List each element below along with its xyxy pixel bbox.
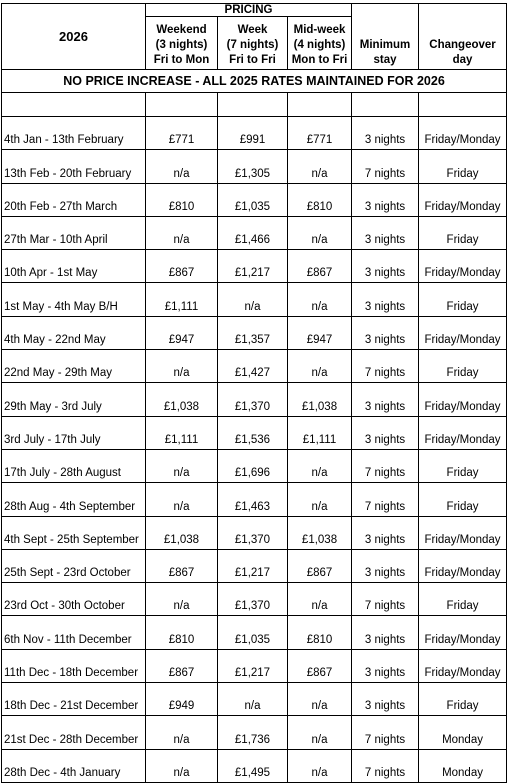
- table-row: [2, 250, 507, 283]
- midweek-price-cell: n/a: [288, 449, 352, 482]
- midweek-price-cell: £867: [288, 250, 352, 283]
- week-price-cell: £1,466: [218, 216, 288, 249]
- minimum-stay-cell: 7 nights: [352, 716, 419, 749]
- weekend-price-cell: £949: [146, 683, 218, 716]
- minimum-stay-cell: 3 nights: [352, 649, 419, 682]
- changeover-day-cell: Friday/Monday: [419, 416, 507, 449]
- weekend-price-cell: n/a: [146, 483, 218, 516]
- changeover-day-cell: Monday: [419, 716, 507, 749]
- weekend-price-cell: £1,038: [146, 383, 218, 416]
- weekend-price-cell: n/a: [146, 749, 218, 782]
- minimum-stay-cell: 7 nights: [352, 350, 419, 383]
- period-cell: 29th May - 3rd July: [2, 383, 146, 416]
- midweek-price-cell: £1,038: [288, 516, 352, 549]
- midweek-heading: Mid-week (4 nights) Mon to Fri: [288, 17, 352, 70]
- weekend-price-cell: £771: [146, 117, 218, 150]
- midweek-price-cell: n/a: [288, 683, 352, 716]
- midweek-price-cell: £1,038: [288, 383, 352, 416]
- period-cell: 21st Dec - 28th December: [2, 716, 146, 749]
- changeover-day-cell: Friday/Monday: [419, 117, 507, 150]
- pricing-heading: PRICING: [146, 4, 352, 17]
- midweek-price-cell: n/a: [288, 350, 352, 383]
- minimum-stay-cell: 3 nights: [352, 183, 419, 216]
- week-price-cell: n/a: [218, 683, 288, 716]
- pricing-table: [1, 3, 507, 783]
- week-price-cell: £1,217: [218, 649, 288, 682]
- table-row: [2, 616, 507, 649]
- changeover-day-cell: Friday: [419, 449, 507, 482]
- spacer-cell: [2, 93, 146, 117]
- table-row: [2, 516, 507, 549]
- minimum-stay-cell: 7 nights: [352, 483, 419, 516]
- midweek-price-cell: £1,111: [288, 416, 352, 449]
- minimum-stay-cell: 3 nights: [352, 216, 419, 249]
- table-row: [2, 350, 507, 383]
- minimum-stay-heading: Minimum stay: [352, 4, 419, 70]
- table-row: [2, 716, 507, 749]
- minimum-stay-cell: 3 nights: [352, 117, 419, 150]
- spacer-cell: [218, 93, 288, 117]
- midweek-price-cell: n/a: [288, 583, 352, 616]
- period-cell: 3rd July - 17th July: [2, 416, 146, 449]
- minimum-stay-cell: 3 nights: [352, 250, 419, 283]
- spacer-cell: [419, 93, 507, 117]
- weekend-price-cell: £867: [146, 250, 218, 283]
- midweek-price-cell: n/a: [288, 150, 352, 183]
- spacer-cell: [146, 93, 218, 117]
- changeover-day-cell: Friday: [419, 350, 507, 383]
- changeover-day-cell: Friday: [419, 150, 507, 183]
- period-cell: 4th Sept - 25th September: [2, 516, 146, 549]
- weekend-price-cell: £1,038: [146, 516, 218, 549]
- midweek-price-cell: n/a: [288, 216, 352, 249]
- week-price-cell: £1,495: [218, 749, 288, 782]
- period-cell: 10th Apr - 1st May: [2, 250, 146, 283]
- weekend-price-cell: £1,111: [146, 283, 218, 316]
- weekend-price-cell: £1,111: [146, 416, 218, 449]
- period-cell: 17th July - 28th August: [2, 449, 146, 482]
- week-heading: Week (7 nights) Fri to Fri: [218, 17, 288, 70]
- period-cell: 4th May - 22nd May: [2, 316, 146, 349]
- week-price-cell: £1,736: [218, 716, 288, 749]
- changeover-day-cell: Friday: [419, 583, 507, 616]
- week-price-cell: £1,305: [218, 150, 288, 183]
- price-notice: NO PRICE INCREASE - ALL 2025 RATES MAINTAINED FOR 2026: [2, 70, 507, 93]
- minimum-stay-cell: 3 nights: [352, 516, 419, 549]
- period-cell: 28th Dec - 4th January: [2, 749, 146, 782]
- changeover-day-cell: Friday/Monday: [419, 183, 507, 216]
- table-row: [2, 383, 507, 416]
- week-price-cell: n/a: [218, 283, 288, 316]
- changeover-day-heading: Changeover day: [419, 4, 507, 70]
- table-row: [2, 649, 507, 682]
- period-cell: 1st May - 4th May B/H: [2, 283, 146, 316]
- minimum-stay-cell: 7 nights: [352, 583, 419, 616]
- minimum-stay-cell: 3 nights: [352, 683, 419, 716]
- spacer-cell: [288, 93, 352, 117]
- table-row: [2, 549, 507, 582]
- weekend-price-cell: £947: [146, 316, 218, 349]
- notice-row: [2, 70, 507, 93]
- week-price-cell: £1,463: [218, 483, 288, 516]
- changeover-day-cell: Friday: [419, 683, 507, 716]
- minimum-stay-cell: 3 nights: [352, 549, 419, 582]
- week-price-cell: £1,370: [218, 516, 288, 549]
- week-price-cell: £1,035: [218, 183, 288, 216]
- period-cell: 25th Sept - 23rd October: [2, 549, 146, 582]
- midweek-price-cell: n/a: [288, 483, 352, 516]
- midweek-price-cell: £771: [288, 117, 352, 150]
- weekend-price-cell: n/a: [146, 449, 218, 482]
- changeover-day-cell: Friday: [419, 216, 507, 249]
- table-row: [2, 483, 507, 516]
- period-cell: 4th Jan - 13th February: [2, 117, 146, 150]
- period-cell: 28th Aug - 4th September: [2, 483, 146, 516]
- rate-rows: [2, 117, 507, 783]
- period-cell: 27th Mar - 10th April: [2, 216, 146, 249]
- changeover-day-cell: Friday/Monday: [419, 616, 507, 649]
- period-cell: 22nd May - 29th May: [2, 350, 146, 383]
- table-row: [2, 583, 507, 616]
- minimum-stay-cell: 3 nights: [352, 383, 419, 416]
- table-row: [2, 183, 507, 216]
- weekend-heading: Weekend (3 nights) Fri to Mon: [146, 17, 218, 70]
- weekend-price-cell: n/a: [146, 716, 218, 749]
- table-row: [2, 449, 507, 482]
- spacer-cell: [352, 93, 419, 117]
- table-row: [2, 150, 507, 183]
- weekend-price-cell: £810: [146, 616, 218, 649]
- period-cell: 18th Dec - 21st December: [2, 683, 146, 716]
- week-price-cell: £1,536: [218, 416, 288, 449]
- midweek-price-cell: n/a: [288, 716, 352, 749]
- midweek-price-cell: £947: [288, 316, 352, 349]
- pricing-sheet: [1, 3, 506, 779]
- period-cell: 23rd Oct - 30th October: [2, 583, 146, 616]
- period-cell: 6th Nov - 11th December: [2, 616, 146, 649]
- changeover-day-cell: Friday: [419, 283, 507, 316]
- table-row: [2, 316, 507, 349]
- week-price-cell: £1,696: [218, 449, 288, 482]
- weekend-price-cell: £867: [146, 649, 218, 682]
- minimum-stay-cell: 7 nights: [352, 150, 419, 183]
- week-price-cell: £1,370: [218, 383, 288, 416]
- period-cell: 11th Dec - 18th December: [2, 649, 146, 682]
- week-price-cell: £1,427: [218, 350, 288, 383]
- header-row-top: [2, 4, 507, 17]
- changeover-day-cell: Friday/Monday: [419, 250, 507, 283]
- period-cell: 13th Feb - 20th February: [2, 150, 146, 183]
- minimum-stay-cell: 3 nights: [352, 616, 419, 649]
- weekend-price-cell: n/a: [146, 150, 218, 183]
- weekend-price-cell: £867: [146, 549, 218, 582]
- week-price-cell: £1,035: [218, 616, 288, 649]
- changeover-day-cell: Friday/Monday: [419, 516, 507, 549]
- changeover-day-cell: Friday: [419, 483, 507, 516]
- week-price-cell: £1,217: [218, 549, 288, 582]
- table-row: [2, 683, 507, 716]
- minimum-stay-cell: 7 nights: [352, 449, 419, 482]
- midweek-price-cell: £810: [288, 616, 352, 649]
- minimum-stay-cell: 3 nights: [352, 316, 419, 349]
- changeover-day-cell: Friday/Monday: [419, 549, 507, 582]
- week-price-cell: £1,217: [218, 250, 288, 283]
- weekend-price-cell: £810: [146, 183, 218, 216]
- table-row: [2, 416, 507, 449]
- week-price-cell: £1,357: [218, 316, 288, 349]
- changeover-day-cell: Monday: [419, 749, 507, 782]
- midweek-price-cell: £867: [288, 549, 352, 582]
- midweek-price-cell: n/a: [288, 283, 352, 316]
- changeover-day-cell: Friday/Monday: [419, 649, 507, 682]
- table-row: [2, 216, 507, 249]
- weekend-price-cell: n/a: [146, 583, 218, 616]
- changeover-day-cell: Friday/Monday: [419, 383, 507, 416]
- week-price-cell: £991: [218, 117, 288, 150]
- year-heading: 2026: [2, 4, 146, 70]
- minimum-stay-cell: 3 nights: [352, 283, 419, 316]
- period-cell: 20th Feb - 27th March: [2, 183, 146, 216]
- weekend-price-cell: n/a: [146, 216, 218, 249]
- spacer-row: [2, 93, 507, 117]
- changeover-day-cell: Friday/Monday: [419, 316, 507, 349]
- midweek-price-cell: £810: [288, 183, 352, 216]
- minimum-stay-cell: 7 nights: [352, 749, 419, 782]
- weekend-price-cell: n/a: [146, 350, 218, 383]
- midweek-price-cell: £867: [288, 649, 352, 682]
- week-price-cell: £1,370: [218, 583, 288, 616]
- table-row: [2, 283, 507, 316]
- minimum-stay-cell: 3 nights: [352, 416, 419, 449]
- midweek-price-cell: n/a: [288, 749, 352, 782]
- table-row: [2, 117, 507, 150]
- table-row: [2, 749, 507, 782]
